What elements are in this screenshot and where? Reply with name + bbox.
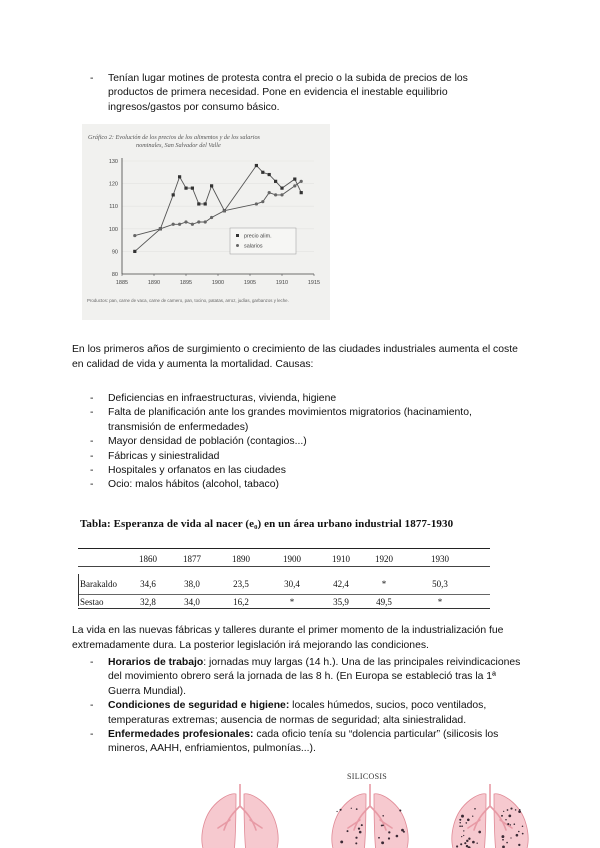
data-point-salarios [210,216,213,219]
silica-dot [508,815,511,818]
silica-dot [467,818,470,821]
table-title: Tabla: Esperanza de vida al nacer (e₀) en un área urbano industrial 1877-1930 [80,518,454,530]
data-point-precio-alim [274,180,277,183]
lungs-3 [452,784,528,848]
lungs-2 [332,784,408,848]
silica-dot [510,808,512,810]
legend-box [230,228,296,254]
silica-dot [503,811,504,812]
legend-marker-precio-alim [236,234,239,237]
y-tick-label: 110 [109,204,118,211]
table-rule-bottom [78,608,490,609]
table-header-cell: 1920 [375,554,393,564]
data-point-salarios [159,227,162,230]
causes-list [90,392,520,493]
paragraph-factories: La vida en las nuevas fábricas y talleres durante el primer momento de la industrialización fue extremadamente dura. La posterior legislación irá mejorando las condiciones. [72,625,504,651]
silica-dot [465,822,467,824]
silica-dot [388,831,390,833]
x-tick-label: 1900 [211,280,225,286]
data-point-precio-alim [133,250,136,253]
x-tick-label: 1890 [147,280,161,286]
data-point-salarios [274,193,277,196]
silica-dot [522,826,524,828]
table-header-cell: 1900 [283,554,301,564]
silica-dot [463,830,464,831]
left-lung [332,794,366,848]
table-cell: 34,0 [184,597,200,607]
data-point-salarios [280,193,283,196]
data-point-precio-alim [293,177,296,180]
silica-dot [356,808,358,810]
condition-separator: : [203,657,207,668]
silica-dot [461,825,463,827]
x-tick-label: 1885 [115,280,129,286]
x-tick-label: 1910 [275,280,289,286]
table-rule-top [78,548,490,549]
x-tick-label: 1895 [179,280,193,286]
table-cell: 23,5 [233,579,249,589]
table-cell: 42,4 [333,579,349,589]
silica-dot [516,834,519,837]
data-point-salarios [178,223,181,226]
right-lung [494,794,528,848]
table-cell: 34,6 [140,579,156,589]
data-point-salarios [172,223,175,226]
chart-legend [230,228,296,254]
data-point-salarios [268,191,271,194]
condition-label: Horarios de trabajo [108,657,204,668]
y-tick-label: 130 [108,159,118,165]
silica-dot [388,837,390,839]
data-point-salarios [191,223,194,226]
data-point-salarios [293,184,296,187]
silica-dot [381,841,384,844]
silica-dot [381,825,383,827]
cause-item: - Mayor densidad de población (contagios...) [90,435,520,449]
silica-dot [459,822,460,823]
data-point-salarios [184,220,187,223]
data-point-precio-alim [191,187,194,190]
silica-dot [358,827,360,829]
table-header-cell: 1877 [183,554,201,564]
silica-dot [478,831,481,834]
cause-item: - Falta de planificación ante los grandes movimientos migratorios (hacinamiento, transmisión de enfermedades) [90,406,520,435]
data-point-salarios [197,220,200,223]
data-point-precio-alim [197,202,200,205]
table-cell: * [381,579,387,589]
condition-label: Condiciones de seguridad e higiene: [108,700,290,712]
table-header-cell: 1910 [332,554,350,564]
table-header-cell: 1930 [431,554,449,564]
data-point-precio-alim [178,175,181,178]
condition-text: cada oficio tenía su “dolencia particular” (silicosis los mineros, AAHH, enfriamientos, pulmonías...). [108,729,499,755]
silica-dot [506,842,508,844]
conditions-list [90,656,530,757]
silica-dot [378,837,380,839]
legend-label-precio-alim: precio alim. [244,233,272,240]
silica-dot [460,843,462,845]
price-wage-chart [82,124,330,320]
chart-axes [109,158,320,286]
table-cell: * [437,597,443,607]
paragraph-intro: En los primeros años de surgimiento o crecimiento de las ciudades industriales aumenta el coste en calidad de vida y aumenta la mortalidad. Causas: [72,344,518,370]
data-point-precio-alim [280,187,283,190]
legend-marker-salarios [236,244,239,247]
silica-dot [522,833,524,835]
silica-dot [396,835,399,838]
table-rule-mid [78,594,490,595]
data-point-salarios [255,202,258,205]
silica-dot [355,837,357,839]
data-point-precio-alim [300,191,303,194]
table-row-label: Sestao [80,597,104,607]
data-point-precio-alim [210,184,213,187]
table-cell: 30,4 [284,579,300,589]
silica-dot [355,842,357,844]
silica-dot [361,824,363,826]
table-cell: 38,0 [184,579,200,589]
silica-dot [464,842,466,844]
left-lung [202,794,236,848]
right-lung [244,794,278,848]
y-tick-label: 80 [111,272,118,278]
table-rule-header [78,566,490,567]
data-point-salarios [261,200,264,203]
silica-dot [507,809,509,811]
figure-caption: SILICOSIS [347,772,388,781]
silica-dot [463,835,464,836]
silica-dot [518,844,520,846]
silica-dot [468,838,470,840]
silica-dot [340,840,343,843]
silica-dot [472,841,475,844]
silica-dot [476,842,477,843]
silica-dot [505,819,506,820]
silica-dot [501,835,504,838]
data-point-salarios [133,234,136,237]
list-item: - Tenían lugar motines de protesta contra el precio o la subida de precios de los productos de primera necesidad. Pone en evidencia el inestable equilibrio ingresos/gastos por consumo básico. [90,72,510,115]
data-point-precio-alim [204,202,207,205]
silica-dot [510,837,511,838]
silica-dot [459,819,461,821]
condition-text: locales húmedos, sucios, poco ventilados, temperaturas extremas; ausencia de normas de seguridad; alta siniestralidad. [108,700,487,726]
silica-dot [461,815,464,818]
condition-label: Enfermedades profesionales: [108,729,254,741]
chart-title-line-1: Gráfico 2: Evolución de los precios de los alimentos y de los salarios [88,134,260,141]
table-cell: 32,8 [140,597,156,607]
x-tick-label: 1915 [307,280,321,286]
right-lung [374,794,408,848]
condition-item [90,656,530,699]
silica-dot [459,825,461,827]
silica-dot [382,815,384,817]
data-point-salarios [223,209,226,212]
table-cell: 35,9 [333,597,349,607]
silica-dot [351,808,352,809]
silica-dot [336,811,337,812]
cause-item: - Deficiencias en infraestructuras, vivienda, higiene [90,392,520,406]
data-point-precio-alim [261,171,264,174]
data-point-precio-alim [268,173,271,176]
silica-dot [510,824,511,825]
table-header-cell: 1860 [139,554,157,564]
chart-source: Productos: pan, carne de vaca, carne de carnero, pan, tocino, patatas, arroz, judías, garbanzos y leche. [87,298,289,303]
table-rule-left [78,574,79,606]
table-cell: 49,5 [376,597,392,607]
y-tick-label: 100 [108,226,118,233]
silica-dot [474,808,476,810]
legend-label-salarios: salarios [244,243,263,250]
silica-dot [466,840,468,842]
table-cell: 16,2 [233,597,249,607]
silica-dot [399,809,401,811]
top-bullet-list [90,72,510,115]
data-point-precio-alim [184,187,187,190]
silica-dot [359,831,362,834]
chart-title-line-2: nominales, San Salvador del Valle [136,142,221,149]
data-point-salarios [300,180,303,183]
table-row-label: Barakaldo [80,579,117,589]
y-tick-label: 120 [108,181,118,188]
table-header-cell: 1890 [232,554,250,564]
cause-item: - Hospitales y orfanatos en las ciudades [90,464,520,478]
silica-dot [502,839,504,841]
silica-dot [518,810,521,813]
cause-item: - Fábricas y siniestralidad [90,450,520,464]
chart-svg [82,124,330,320]
silica-dot [514,823,516,825]
condition-item [90,699,530,728]
data-point-precio-alim [255,164,258,167]
silica-dot [340,809,342,811]
silica-dot [472,816,473,817]
silica-dot [456,845,458,847]
silica-dot [507,823,509,825]
silica-dot [501,815,503,817]
silica-dot [515,809,517,811]
x-tick-label: 1905 [243,280,257,286]
table-cell: * [289,597,295,607]
table-cell: 50,3 [432,579,448,589]
silica-dot [403,831,405,833]
life-expectancy-table [78,548,490,610]
silica-dot [518,831,520,833]
silica-dot [461,836,462,837]
cause-item: - Ocio: malos hábitos (alcohol, tabaco) [90,478,520,492]
data-point-salarios [204,220,207,223]
chart-title [88,134,262,149]
y-tick-label: 90 [111,249,118,256]
lungs-illustration [200,784,540,848]
condition-text: jornadas muy largas (14 h.). Una de las principales reivindicaciones del movimiento obrero será la jornada de las 8 h. (En Europa se estableció tras la 1ª Guerra Mundial). [108,657,521,697]
data-point-precio-alim [172,193,175,196]
lungs-1 [202,784,278,848]
silica-dot [347,830,349,832]
condition-item [90,728,530,757]
